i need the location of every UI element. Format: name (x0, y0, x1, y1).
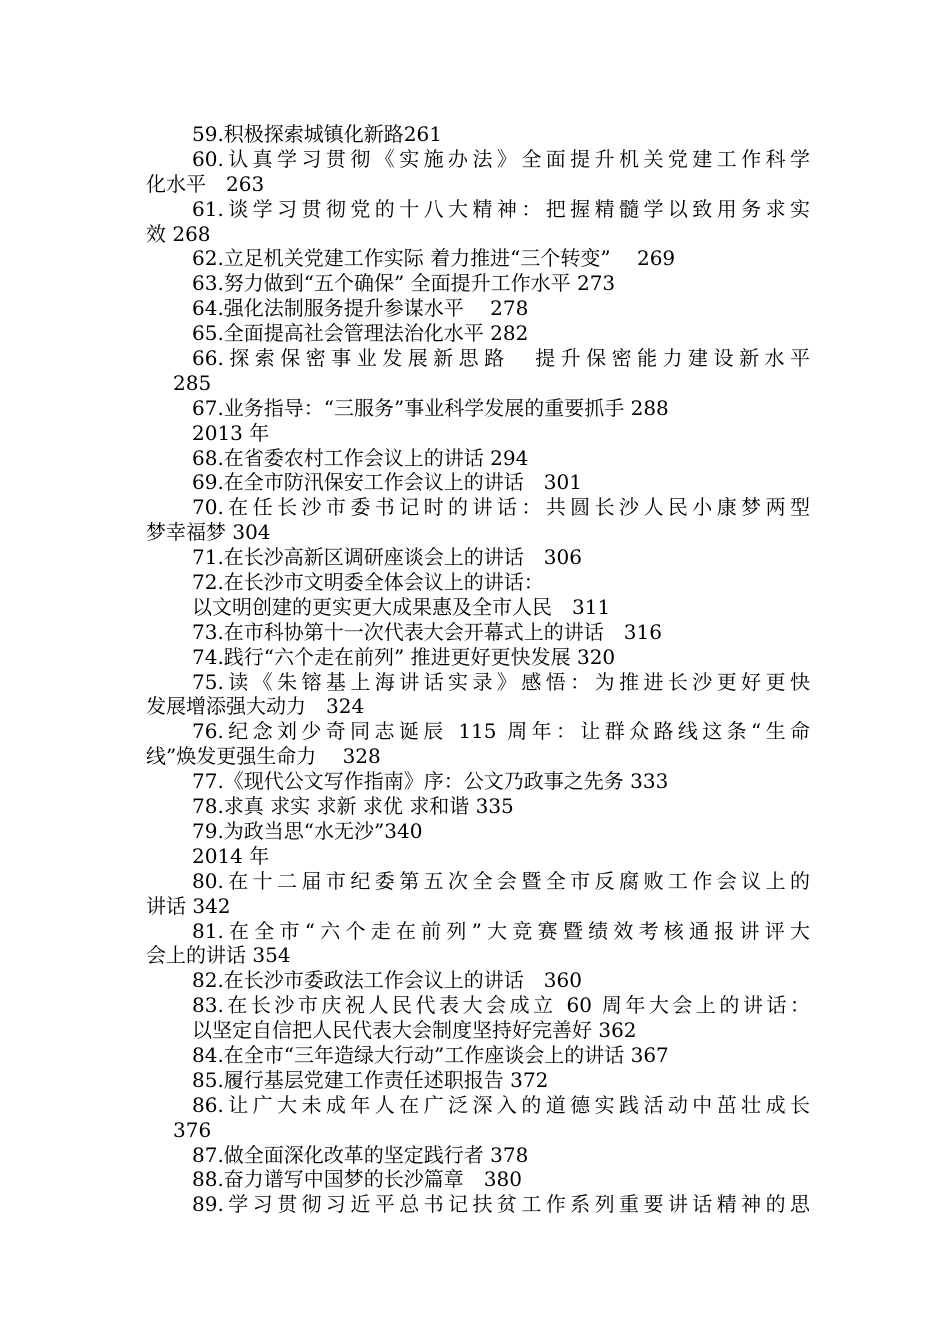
year-heading: 2014 年 (192, 843, 270, 868)
toc-entry-continuation: 发展增添强大动力 324 (146, 694, 365, 719)
toc-entry: 67.业务指导：“三服务”事业科学发展的重要抓手 288 (192, 395, 669, 420)
toc-entry: 59.积极探索城镇化新路261 (192, 122, 442, 146)
toc-entry-continuation: 376 (173, 1117, 212, 1142)
toc-entry: 88.奋力谱写中国梦的长沙篇章 380 (192, 1167, 522, 1192)
toc-entry: 89.学习贯彻习近平总书记扶贫工作系列重要讲话精神的思 (192, 1192, 810, 1217)
toc-entry: 82.在长沙市委政法工作会议上的讲话 360 (192, 968, 582, 993)
toc-entry: 64.强化法制服务提升参谋水平 278 (192, 296, 529, 321)
toc-entry-continuation: 会上的讲话 354 (146, 943, 291, 968)
toc-entry: 66.探索保密事业发展新思路 提升保密能力建设新水平 (192, 346, 810, 371)
toc-entry: 72.在长沙市文明委全体会议上的讲话： (192, 570, 544, 595)
toc-entry: 84.在全市“三年造绿大行动”工作座谈会上的讲话 367 (192, 1042, 669, 1067)
toc-entry-continuation: 化水平 263 (146, 171, 265, 196)
toc-entry: 75.读《朱镕基上海讲话实录》感悟：为推进长沙更好更快 (192, 669, 810, 694)
toc-entry: 77.《现代公文写作指南》序：公文乃政事之先务 333 (192, 769, 669, 794)
toc-entry-continuation: 线”焕发更强生命力 328 (146, 744, 381, 769)
toc-entry: 78.求真 求实 求新 求优 求和谐 335 (192, 794, 514, 819)
toc-entry-continuation: 以文明创建的更实更大成果惠及全市人民 311 (192, 594, 611, 619)
toc-entry: 62.立足机关党建工作实际 着力推进“三个转变” 269 (192, 246, 676, 271)
toc-entry: 73.在市科协第十一次代表大会开幕式上的讲话 316 (192, 619, 662, 644)
toc-entry: 61.谈学习贯彻党的十八大精神：把握精髓学以致用务求实 (192, 196, 810, 221)
toc-entry: 70.在任长沙市委书记时的讲话：共圆长沙人民小康梦两型 (192, 495, 810, 520)
toc-entry: 68.在省委农村工作会议上的讲话 294 (192, 445, 529, 470)
table-of-contents (146, 122, 810, 1217)
toc-entry: 69.在全市防汛保安工作会议上的讲话 301 (192, 470, 582, 495)
toc-entry-continuation: 效 268 (146, 221, 211, 246)
toc-entry: 76.纪念刘少奇同志诞辰 115 周年：让群众路线这条“生命 (192, 719, 810, 744)
toc-entry: 83.在长沙市庆祝人民代表大会成立 60 周年大会上的讲话： (192, 993, 810, 1018)
toc-entry-continuation: 讲话 342 (146, 893, 231, 918)
toc-entry: 63.努力做到“五个确保” 全面提升工作水平 273 (192, 271, 616, 296)
year-heading: 2013 年 (192, 420, 270, 445)
toc-entry: 74.践行“六个走在前列” 推进更好更快发展 320 (192, 644, 616, 669)
toc-entry-continuation: 梦幸福梦 304 (146, 520, 271, 545)
toc-entry: 86.让广大未成年人在广泛深入的道德实践活动中茁壮成长 (192, 1092, 810, 1117)
toc-entry-continuation: 285 (173, 370, 212, 395)
toc-entry-continuation: 以坚定自信把人民代表大会制度坚持好完善好 362 (192, 1018, 637, 1043)
toc-entry: 87.做全面深化改革的坚定践行者 378 (192, 1142, 529, 1167)
toc-entry: 60.认真学习贯彻《实施办法》全面提升机关党建工作科学 (192, 146, 810, 171)
toc-entry: 79.为政当思“水无沙”340 (192, 818, 423, 843)
toc-entry: 85.履行基层党建工作责任述职报告 372 (192, 1067, 549, 1092)
toc-entry: 80.在十二届市纪委第五次全会暨全市反腐败工作会议上的 (192, 868, 810, 893)
toc-entry: 81.在全市“六个走在前列”大竞赛暨绩效考核通报讲评大 (192, 918, 810, 943)
toc-entry: 65.全面提高社会管理法治化水平 282 (192, 321, 529, 346)
toc-entry: 71.在长沙高新区调研座谈会上的讲话 306 (192, 545, 582, 570)
